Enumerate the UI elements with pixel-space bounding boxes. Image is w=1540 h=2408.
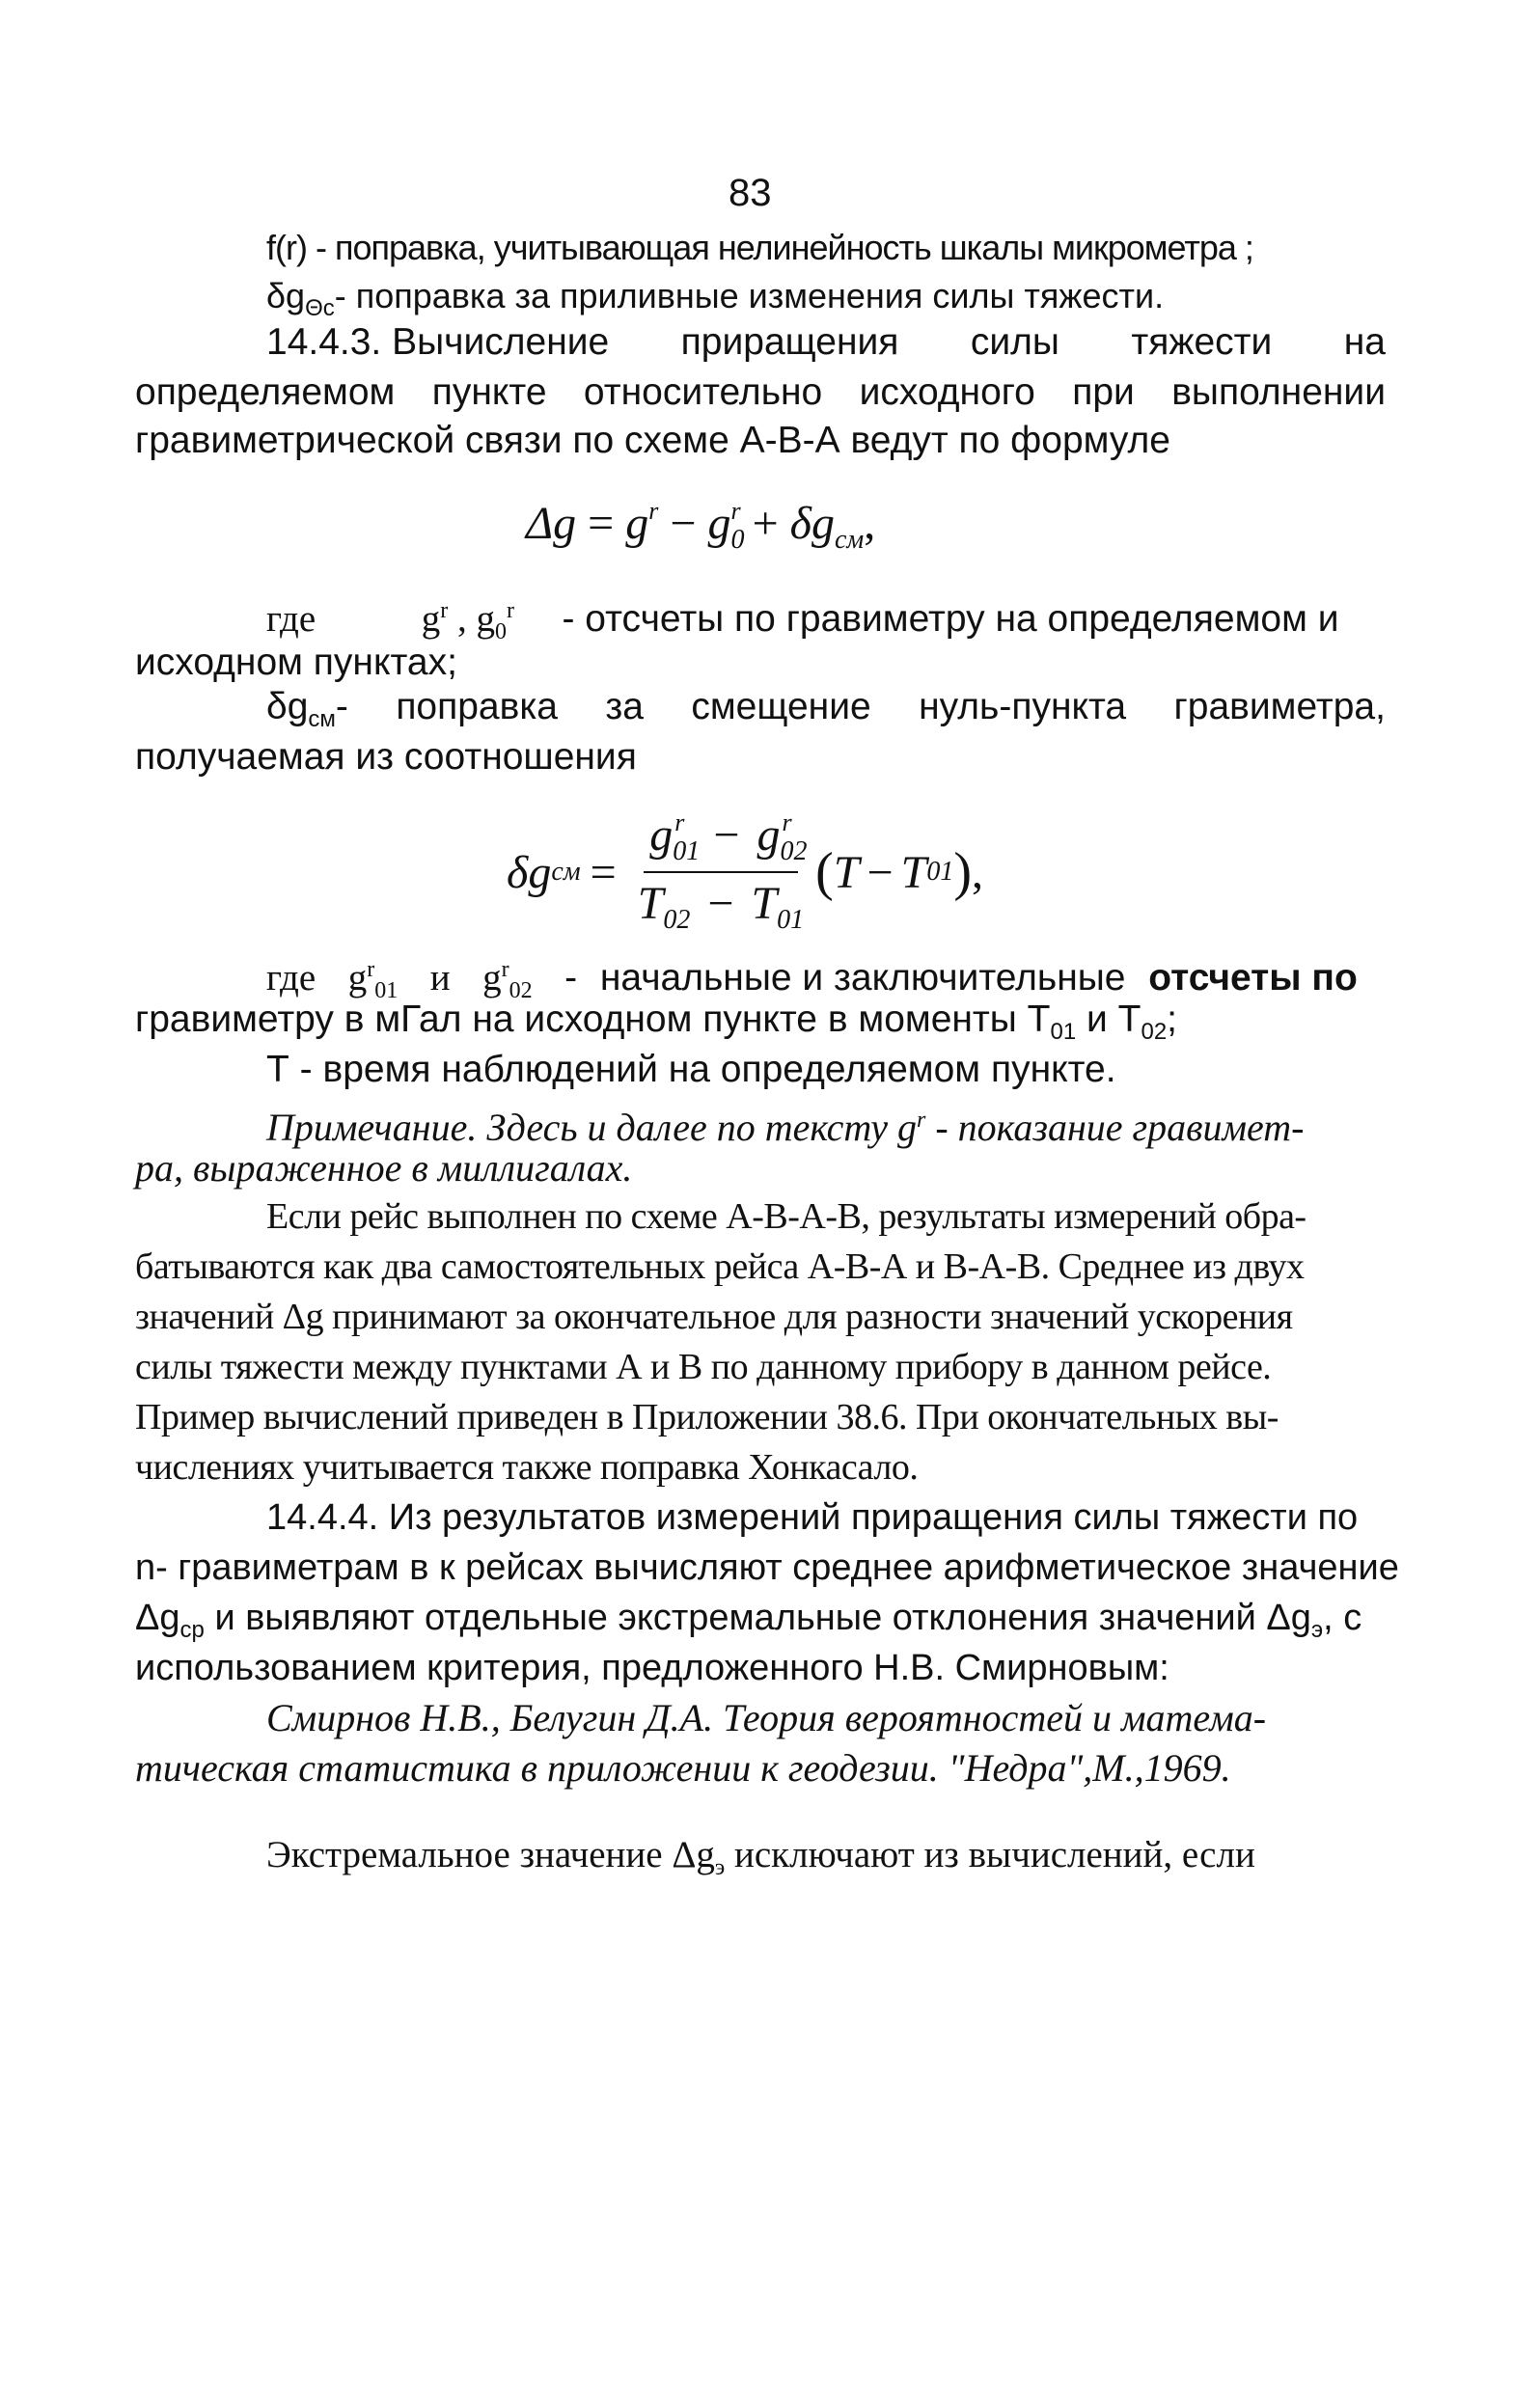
where-g-line2: исходном пунктах; bbox=[135, 642, 457, 683]
word: при bbox=[1072, 371, 1135, 413]
reference-line1: Смирнов Н.В., Белугин Д.А. Теория вероятностей и матема- bbox=[266, 1696, 1267, 1739]
formula-lhs: Δg bbox=[526, 498, 577, 549]
g0-subscript: 0 bbox=[494, 619, 507, 644]
g-symbol: g bbox=[896, 1106, 917, 1149]
fraction-denominator bbox=[632, 873, 810, 936]
fraction-numerator bbox=[644, 808, 808, 873]
g-symbol: g bbox=[625, 498, 649, 549]
t01-symbol: T bbox=[751, 878, 778, 929]
word: нуль-пункта bbox=[919, 686, 1127, 727]
para2-line2: батываются как два самостоятельных рейса А-В-А и В-А-В. Среднее из двух bbox=[135, 1246, 1305, 1287]
section-14-4-3-line1 bbox=[266, 318, 1386, 367]
semicolon: ; bbox=[1167, 999, 1178, 1040]
g02-symbol: g bbox=[482, 957, 502, 999]
word: исходного bbox=[859, 371, 1035, 413]
micrometer-correction-text: - поправка, учитывающая нелинейность шкалы микрометра ; bbox=[306, 228, 1253, 267]
section-number: 14.4.3. bbox=[266, 321, 382, 363]
word: гравиметра, bbox=[1173, 686, 1386, 727]
section-14-4-4-line2: n- гравиметрам в к рейсах вычисляют среднее арифметическое значение bbox=[135, 1547, 1399, 1588]
section-14-4-4-line3-text: и выявляют отдельные экстремальные отклонения значений Δg bbox=[204, 1598, 1311, 1638]
word: Вычисление bbox=[392, 321, 610, 363]
gde-word: где bbox=[266, 598, 316, 640]
reference-line2: тическая статистика в приложении к геодезии. "Недра",М.,1969. bbox=[135, 1746, 1231, 1790]
g0-superscript: r bbox=[730, 497, 741, 525]
last-line bbox=[266, 1831, 1255, 1892]
dg-extreme-subscript: э bbox=[1310, 1617, 1324, 1643]
comma: , bbox=[971, 846, 983, 898]
note-line2: ра, выраженное в миллигалах. bbox=[135, 1146, 633, 1190]
formula2-lhs: δg bbox=[507, 846, 552, 898]
g-superscript: r bbox=[440, 598, 449, 623]
g02-symbol: g bbox=[756, 809, 781, 861]
g01-superscript: r bbox=[367, 957, 375, 982]
minus-sign: − bbox=[670, 498, 697, 549]
g0-symbol: g bbox=[476, 598, 495, 640]
tidal-symbol: δg bbox=[266, 276, 306, 315]
dgcm-subscript: см bbox=[308, 706, 336, 732]
t02-subscript: 02 bbox=[1141, 1019, 1168, 1045]
section-14-4-4-line3-end: , с bbox=[1323, 1598, 1362, 1638]
fraction bbox=[632, 808, 810, 936]
minus-sign: − bbox=[713, 809, 740, 861]
t02-subscript: 02 bbox=[663, 905, 691, 935]
last-line-text-b: исключают из вычислений, если bbox=[725, 1834, 1255, 1875]
para2-line6: числениях учитывается также поправка Хонкасало. bbox=[135, 1447, 919, 1488]
para2-line4: силы тяжести между пунктами А и В по данному прибору в данном рейсе. bbox=[135, 1347, 1272, 1387]
section-14-4-3-line2 bbox=[135, 369, 1386, 417]
word: смещение bbox=[691, 686, 871, 727]
para2-line5: Пример вычислений приведен в Приложении 38.6. При окончательных вы- bbox=[135, 1397, 1279, 1437]
minus-sign: − bbox=[707, 878, 734, 929]
word: относительно bbox=[583, 371, 823, 413]
word: на bbox=[1343, 321, 1386, 363]
word: силы bbox=[970, 321, 1059, 363]
dash: - bbox=[564, 957, 578, 999]
equals-sign: = bbox=[590, 846, 617, 898]
drift-correction-line2: получаемая из соотношения bbox=[135, 736, 637, 778]
g-symbol: g bbox=[421, 598, 441, 640]
comma: , bbox=[456, 598, 467, 640]
para2-line3: значений Δg принимают за окончательное для разности значений ускорения bbox=[135, 1297, 1293, 1337]
tidal-symbol-sub: Θс bbox=[305, 295, 335, 321]
g01-symbol: g bbox=[347, 957, 368, 999]
dg-mean-symbol: Δg bbox=[135, 1598, 180, 1638]
word: тяжести bbox=[1131, 321, 1273, 363]
f-r-symbol: f(r) bbox=[266, 228, 307, 267]
last-line-text-a: Экстремальное значение Δg bbox=[266, 1834, 715, 1875]
g0-subscript: 0 bbox=[730, 525, 745, 555]
g02-superscript: r bbox=[782, 808, 792, 836]
micrometer-correction-line bbox=[266, 224, 1253, 272]
note-text-a: Примечание. Здесь и далее по тексту bbox=[266, 1106, 897, 1149]
g0-superscript: r bbox=[506, 598, 514, 623]
g01-superscript: r bbox=[674, 808, 685, 836]
and-word: и bbox=[429, 957, 451, 999]
t01-subscript: 01 bbox=[777, 905, 805, 935]
formula-delta-g bbox=[526, 497, 875, 556]
where-g01-line2-text: гравиметру в мГал на исходном пункте в моменты Т bbox=[135, 999, 1051, 1040]
dg-mean-subscript: ср bbox=[179, 1617, 205, 1643]
section-14-4-4-line1: 14.4.4. Из результатов измерений приращения силы тяжести по bbox=[266, 1497, 1359, 1538]
dg-subscript: см bbox=[834, 525, 865, 555]
g02-subscript: 02 bbox=[780, 836, 808, 866]
formula2-lhs-subscript: см bbox=[551, 857, 581, 887]
time-definition-line: Т - время наблюдений на определяемом пункте. bbox=[266, 1049, 1116, 1090]
where-g01-text-b: отсчеты по bbox=[1148, 957, 1358, 999]
left-paren: ( bbox=[815, 842, 834, 902]
t01-symbol: T bbox=[900, 846, 927, 898]
dg-extreme-subscript: э bbox=[714, 1855, 726, 1880]
minus-sign: − bbox=[866, 846, 894, 898]
word: пункте bbox=[431, 371, 547, 413]
equals-sign: = bbox=[588, 498, 615, 549]
word: приращения bbox=[680, 321, 899, 363]
g-superscript: r bbox=[648, 497, 659, 525]
para2-line1: Если рейс выполнен по схеме А-В-А-В, результаты измерений обра- bbox=[266, 1196, 1306, 1237]
formula-drift bbox=[507, 808, 983, 936]
g02-subscript: 02 bbox=[509, 978, 533, 1003]
t01-subscript: 01 bbox=[926, 857, 954, 887]
where-g01-line2-and: и Т bbox=[1076, 999, 1141, 1040]
gde-word: где bbox=[266, 957, 316, 999]
dgcm-symbol: δg bbox=[266, 686, 309, 727]
g02-superscript: r bbox=[501, 957, 509, 982]
page-number: 83 bbox=[729, 172, 772, 214]
note-text-b: - показание гравимет- bbox=[925, 1106, 1305, 1149]
dg-symbol: δg bbox=[789, 498, 835, 549]
g0-symbol: g bbox=[707, 498, 731, 549]
g01-subscript: 01 bbox=[374, 978, 399, 1003]
section-14-4-4-line4: использованием критерия, предложенного Н.В. Смирновым: bbox=[135, 1648, 1169, 1688]
t01-subscript: 01 bbox=[1050, 1019, 1077, 1045]
word: выполнении bbox=[1171, 371, 1386, 413]
comma: , bbox=[864, 498, 876, 549]
t-symbol: T bbox=[833, 846, 860, 898]
g01-symbol: g bbox=[649, 809, 674, 861]
g-superscript: r bbox=[916, 1108, 926, 1133]
section-14-4-3-line3: гравиметрической связи по схеме А-В-А ведут по формуле bbox=[135, 420, 1170, 461]
word: за bbox=[605, 686, 644, 727]
plus-sign: + bbox=[752, 498, 779, 549]
g01-subscript: 01 bbox=[673, 836, 701, 866]
t02-symbol: T bbox=[637, 878, 664, 929]
where-g01-text-a: начальные и заключительные bbox=[599, 957, 1126, 999]
where-g-text: - отсчеты по гравиметру на определяемом и bbox=[562, 598, 1339, 640]
tidal-correction-text: - поправка за приливные изменения силы тяжести. bbox=[334, 276, 1165, 315]
right-paren: ) bbox=[953, 842, 972, 902]
word: определяемом bbox=[135, 371, 396, 413]
dash: - bbox=[335, 686, 348, 727]
word: поправка bbox=[396, 686, 558, 727]
